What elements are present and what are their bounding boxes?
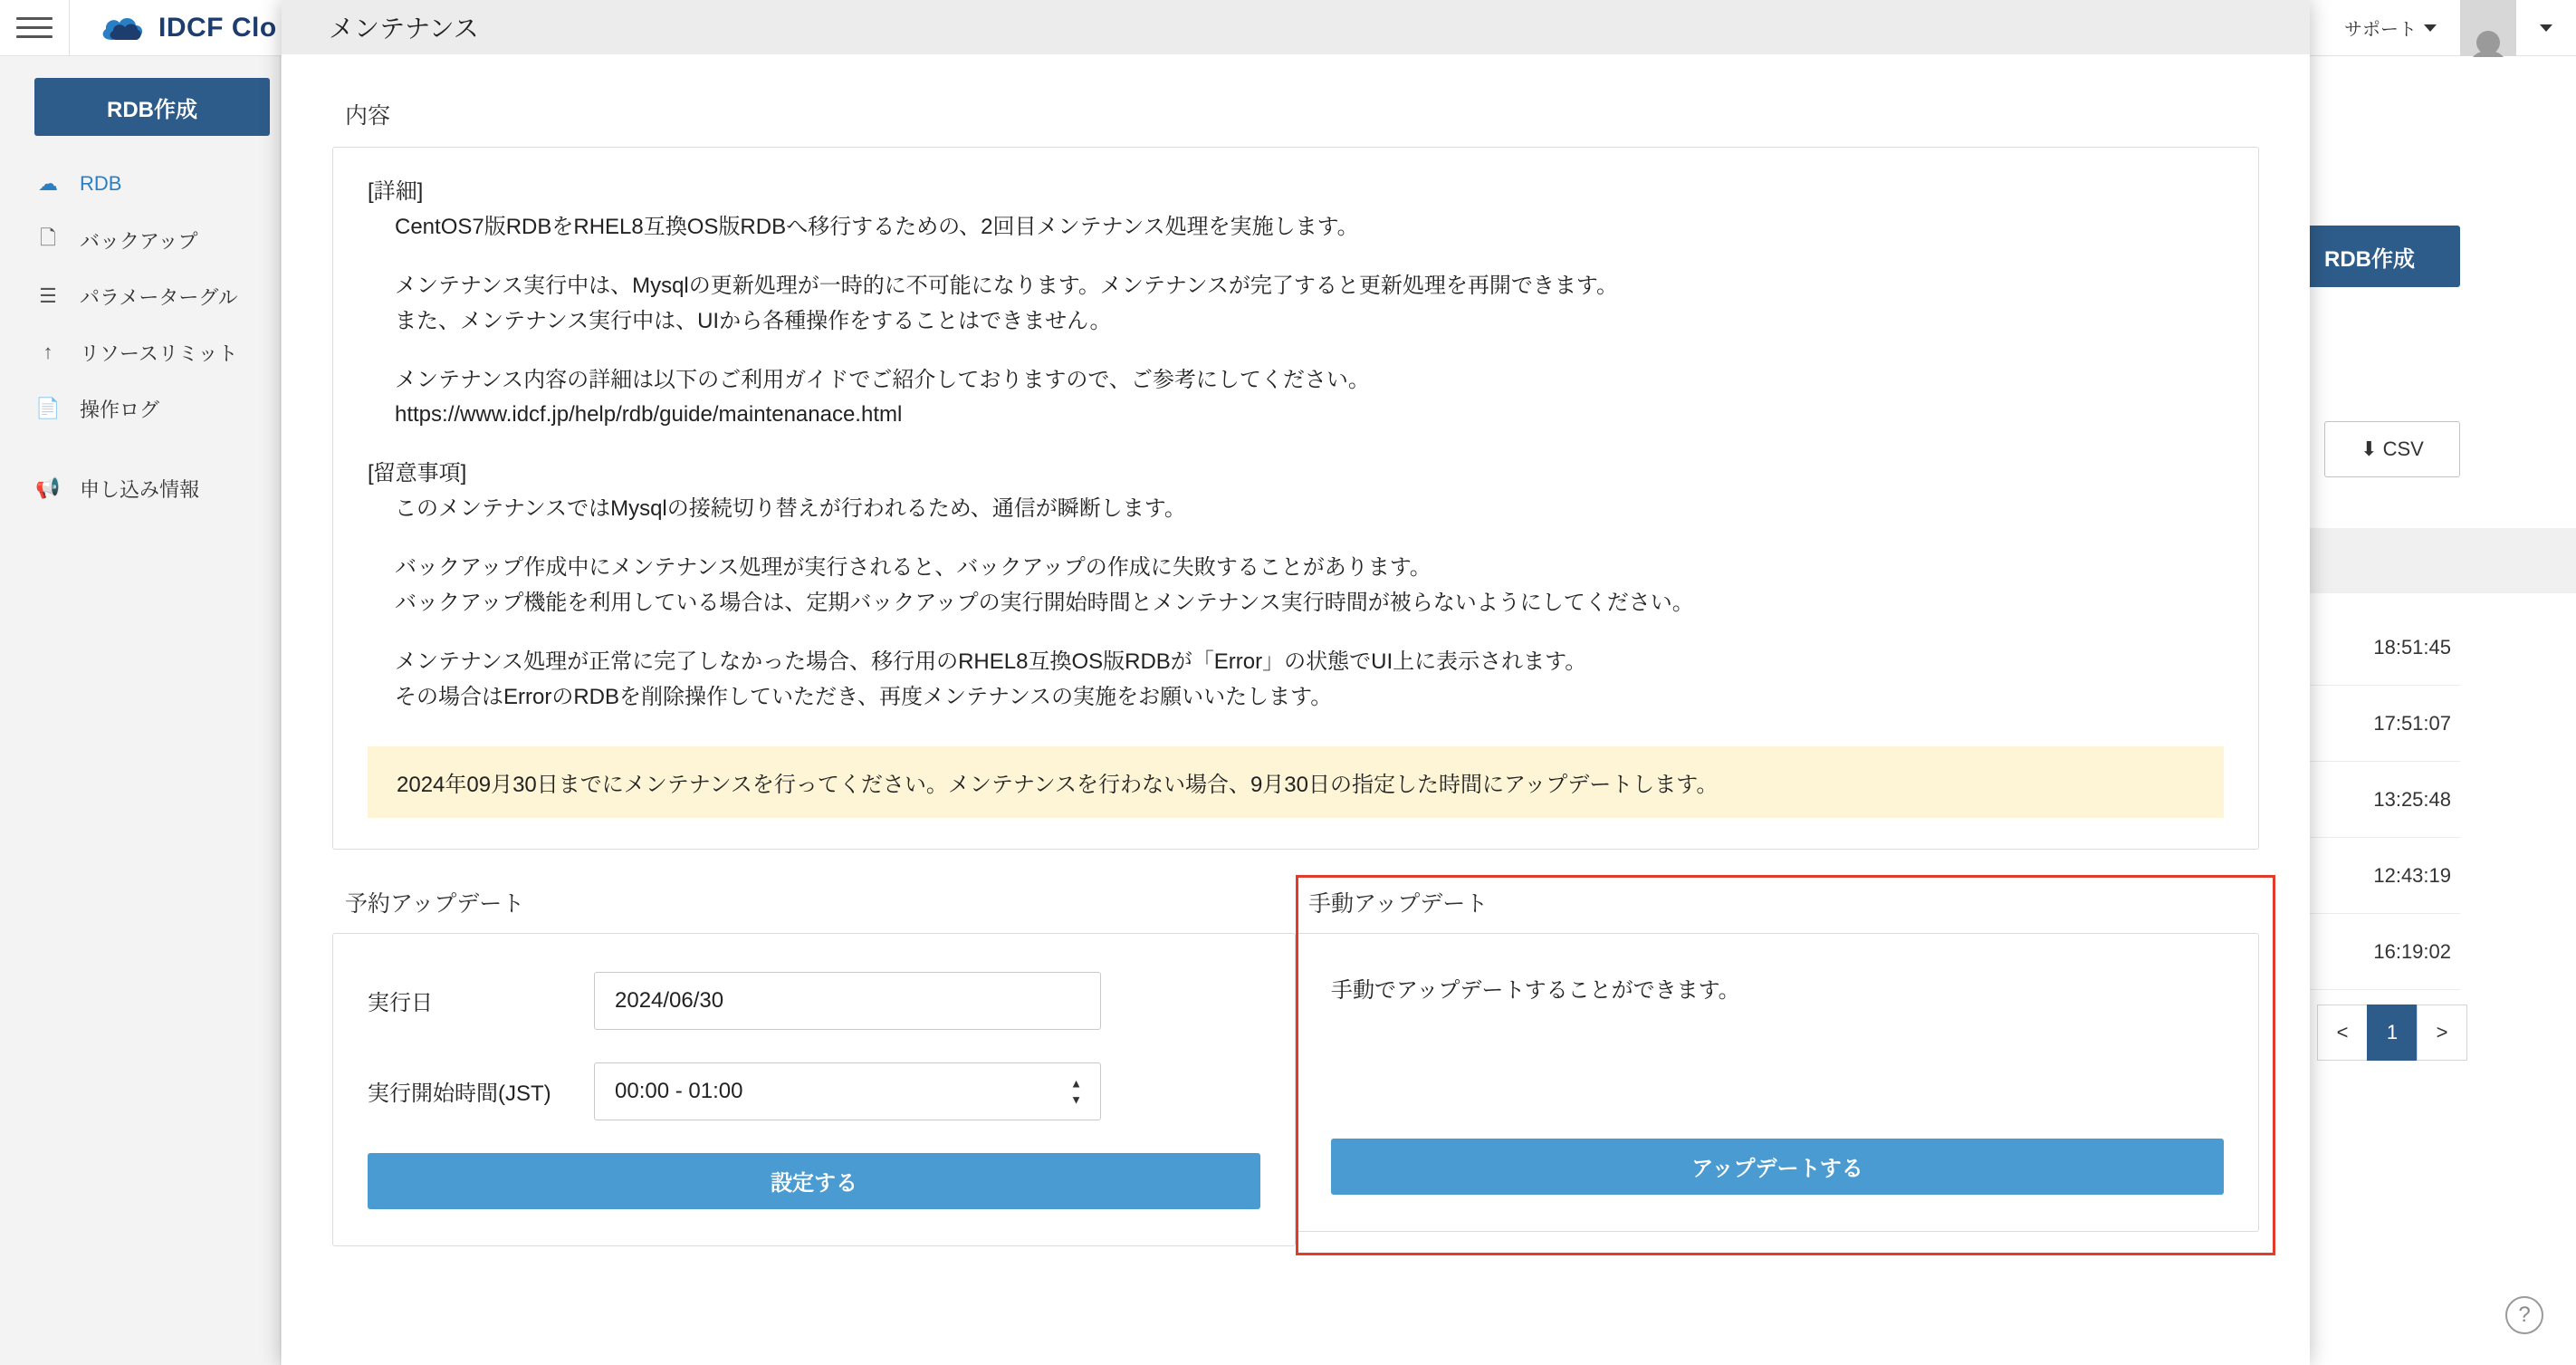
user-avatar-icon[interactable] — [2460, 0, 2516, 56]
sidebar-item-label: 操作ログ — [80, 398, 160, 421]
update-options — [332, 886, 2259, 1246]
sidebar-item-backup[interactable] — [0, 212, 280, 268]
cloud-icon: ☁ — [38, 172, 58, 195]
create-rdb-button[interactable]: RDB作成 — [2279, 226, 2460, 287]
execution-date-row — [368, 972, 1260, 1030]
pagination-prev[interactable]: < — [2317, 1005, 2368, 1061]
account-chevron-down-icon[interactable] — [2540, 24, 2552, 32]
csv-download-button[interactable] — [2324, 421, 2460, 477]
manual-update-section — [1296, 886, 2259, 1246]
content-spacer — [368, 433, 2224, 457]
update-now-button[interactable]: アップデートする — [1331, 1139, 2224, 1195]
content-line: バックアップ機能を利用している場合は、定期バックアップの実行開始時間とメンテナンス実行時間が被らないようにしてください。 — [395, 590, 1694, 615]
sidebar-item-label: バックアップ — [80, 229, 198, 253]
megaphone-icon: 📢 — [35, 476, 61, 499]
help-question-mark-icon[interactable]: ? — [2505, 1296, 2543, 1334]
execution-time-label: 実行開始時間(JST) — [368, 1081, 551, 1106]
content-section-label: 内容 — [345, 103, 391, 129]
scheduled-update-title: 予約アップデート — [345, 890, 525, 917]
sidebar-item-resource-limit[interactable] — [0, 324, 280, 380]
content-line: バックアップ作成中にメンテナンス処理が実行されると、バックアップの作成に失敗することがあります。 — [395, 555, 1432, 580]
content-spacer — [368, 621, 2224, 645]
sidebar-item-label: パラメーターグル — [80, 285, 238, 309]
sidebar-create-rdb-button[interactable]: RDB作成 — [34, 78, 270, 136]
sidebar-item-parameter-group[interactable] — [0, 268, 280, 324]
execution-date-input[interactable]: 2024/06/30 — [594, 972, 1101, 1030]
content-line: その場合はErrorのRDBを削除操作していただき、再度メンテナンスの実施をお願いいたします。 — [395, 684, 1333, 709]
sidebar-item-application-info[interactable] — [0, 460, 280, 516]
manual-update-panel — [1296, 933, 2259, 1232]
topbar-right — [2344, 0, 2576, 56]
dialog-header — [282, 0, 2310, 54]
avatar — [2476, 31, 2500, 54]
chevron-updown-icon: ▲ ▼ — [1070, 1076, 1082, 1106]
content-spacer — [368, 340, 2224, 363]
sidebar — [0, 56, 281, 1365]
content-line: また、メンテナンス実行中は、UIから各種操作をすることはできません。 — [395, 308, 1112, 333]
set-schedule-button[interactable]: 設定する — [368, 1153, 1260, 1209]
scheduled-update-panel — [332, 933, 1296, 1246]
brand-logo[interactable] — [99, 13, 277, 43]
hamburger-menu-icon[interactable] — [16, 13, 53, 43]
sidebar-item-rdb[interactable] — [0, 156, 280, 212]
manual-update-title: 手動アップデート — [1308, 890, 1489, 917]
content-line: メンテナンス内容の詳細は以下のご利用ガイドでご紹介しておりますので、ご参考にしてください。 — [395, 367, 1370, 392]
csv-label: CSV — [2382, 437, 2424, 460]
content-spacer — [368, 527, 2224, 551]
execution-time-value: 00:00 - 01:00 — [615, 1078, 743, 1103]
content-line: CentOS7版RDBをRHEL8互換OS版RDBへ移行するための、2回目メンテナンス処理を実施します。 — [395, 214, 1359, 239]
topbar-divider — [69, 0, 70, 56]
table-row[interactable]: 13:25:48 — [2225, 762, 2460, 838]
list-icon: ☰ — [39, 284, 57, 307]
maintenance-content-box — [332, 147, 2259, 850]
dialog-title: メンテナンス — [329, 14, 479, 43]
chevron-down-icon — [2424, 24, 2437, 32]
arrow-up-icon: ↑ — [43, 341, 53, 363]
scheduled-update-section — [332, 886, 1296, 1246]
maintenance-dialog — [282, 0, 2310, 1365]
support-menu[interactable] — [2344, 14, 2437, 41]
content-spacer — [368, 245, 2224, 269]
table-row[interactable]: 12:43:19 — [2225, 838, 2460, 914]
support-label: サポート — [2344, 20, 2417, 40]
table-row[interactable]: 17:51:07 — [2225, 686, 2460, 762]
sidebar-item-label: RDB — [80, 172, 122, 195]
table-row[interactable]: 18:51:45 — [2225, 610, 2460, 686]
sidebar-item-label: 申し込み情報 — [80, 477, 200, 501]
execution-time-row — [368, 1062, 1260, 1120]
content-line: [詳細] — [368, 179, 424, 204]
download-icon: ⬇ — [2361, 437, 2378, 460]
content-line: このメンテナンスではMysqlの接続切り替えが行われるため、通信が瞬断します。 — [395, 496, 1186, 522]
sidebar-item-label: リソースリミット — [80, 341, 238, 365]
pagination-page-1[interactable]: 1 — [2367, 1005, 2418, 1061]
brand-name: IDCF Clo — [158, 12, 277, 43]
document-icon: 📄 — [35, 397, 61, 419]
dialog-body — [282, 98, 2310, 1246]
deadline-notice: 2024年09月30日までにメンテナンスを行ってください。メンテナンスを行わない場合、9月30日の指定した時間にアップデートします。 — [368, 746, 2224, 818]
copy-icon: 🗋 — [40, 226, 56, 249]
pagination-next[interactable]: > — [2417, 1005, 2467, 1061]
manual-update-description: 手動でアップデートすることができます。 — [1331, 977, 1740, 1003]
pagination — [2318, 1005, 2467, 1061]
execution-time-select[interactable] — [594, 1062, 1101, 1120]
table-row[interactable]: 16:19:02 — [2225, 914, 2460, 990]
sidebar-item-operation-log[interactable] — [0, 380, 280, 437]
content-line: メンテナンス処理が正常に完了しなかった場合、移行用のRHEL8互換OS版RDBが「Error」の状態でUI上に表示されます。 — [395, 649, 1587, 674]
execution-date-label: 実行日 — [368, 991, 433, 1015]
cloud-logo-icon — [99, 13, 146, 43]
sidebar-nav — [0, 156, 280, 516]
content-line: [留意事項] — [368, 461, 467, 486]
guide-url: https://www.idcf.jp/help/rdb/guide/maintenanace.html — [395, 402, 903, 428]
sidebar-divider — [0, 437, 280, 460]
content-line: メンテナンス実行中は、Mysqlの更新処理が一時的に不可能になります。メンテナンスが完了すると更新処理を再開できます。 — [395, 273, 1618, 298]
